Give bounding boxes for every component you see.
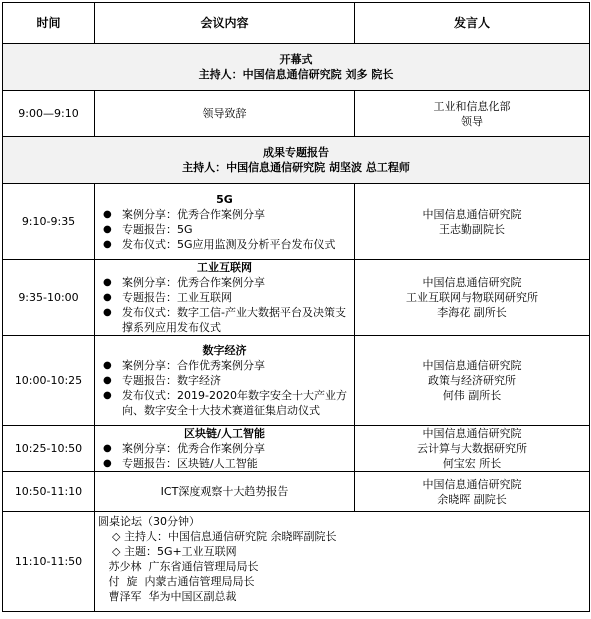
speaker-line: 云计算与大数据研究所 [417,442,527,455]
speaker-line: 工业互联网与物联网研究所 [406,291,538,304]
list-item [98,275,351,290]
time-cell: 10:00-10:25 [3,336,95,426]
forum-cell [95,512,590,612]
list-item [98,388,351,418]
list-item [98,290,351,305]
speaker-line: 中国信息通信研究院 [422,207,522,221]
speaker-cell [355,426,590,472]
bullet-icon: ● [103,375,112,386]
bullet-icon: ● [103,238,112,250]
speaker-cell [355,91,590,137]
item-text: 案例分享：优秀合作案例分享 [122,276,265,289]
forum-guest: 曹泽军 华为中国区副总裁 [98,590,237,603]
header-speaker: 发言人 [355,3,590,44]
speaker-line: 中国信息通信研究院 [422,359,522,372]
item-list [98,207,351,252]
item-list [98,441,351,471]
bullet-icon: ● [103,277,112,288]
speaker-line: 王志勤副院长 [439,222,505,236]
table-row [3,426,590,472]
item-text: 专题报告：工业互联网 [122,291,232,304]
item-text: 发布仪式：数字工信-产业大数据平台及决策支撑系列应用发布仪式 [122,306,346,334]
speaker-cell [355,472,590,512]
list-item [98,305,351,335]
content-cell [95,184,355,260]
section-host: 主持人：中国信息通信研究院 刘多 院长 [198,68,394,81]
bullet-icon: ● [103,307,112,318]
content-cell [95,260,355,336]
time-cell: 10:50-11:10 [3,472,95,512]
speaker-cell [355,184,590,260]
time-cell: 9:10-9:35 [3,184,95,260]
list-item [98,207,351,222]
section-results [3,137,590,184]
speaker-line: 工业和信息化部 [433,99,511,113]
forum-title: 圆桌论坛（30分钟） [98,515,200,528]
content-cell [95,336,355,426]
table-row [3,472,590,512]
section-results-cell [3,137,590,184]
topic-title: 数字经济 [202,344,247,357]
bullet-icon: ● [103,292,112,303]
time-cell: 11:10-11:50 [3,512,95,612]
item-list [98,358,351,418]
table-row [3,260,590,336]
item-text: 专题报告：区块链/人工智能 [122,457,258,470]
bullet-icon: ● [103,223,112,235]
bullet-icon: ● [103,360,112,371]
topic-title: 区块链/人工智能 [183,427,266,440]
table-row [3,91,590,137]
header-row [3,3,590,44]
speaker-line: 政策与经济研究所 [428,374,516,387]
bullet-icon: ● [103,458,112,469]
header-time: 时间 [3,3,95,44]
section-opening-cell [3,44,590,91]
section-opening [3,44,590,91]
bullet-icon: ● [103,390,112,401]
item-text: 专题报告：5G [122,222,193,236]
speaker-line: 何伟 副所长 [442,389,502,402]
speaker-line: 余晓晖 副院长 [437,492,507,506]
table-row [3,336,590,426]
forum-guest: 付 旋 内蒙古通信管理局局长 [98,575,255,588]
forum-host: ◇ 主持人：中国信息通信研究院 余晓晖副院长 [98,530,337,543]
bullet-icon: ● [103,208,112,220]
item-text: 案例分享：合作优秀案例分享 [122,359,265,372]
table-row [3,512,590,612]
speaker-cell [355,260,590,336]
speaker-line: 中国信息通信研究院 [422,427,522,440]
speaker-line: 何宝宏 所长 [442,457,502,470]
forum-guest: 苏少林 广东省通信管理局局长 [98,560,259,573]
header-content: 会议内容 [95,3,355,44]
bullet-icon: ● [103,443,112,454]
item-text: 案例分享：优秀合作案例分享 [122,442,265,455]
item-text: 发布仪式：2019-2020年数字安全十大产业方向、数字安全十大技术赛道征集启动仪式 [122,389,347,417]
list-item [98,237,351,252]
item-list [98,275,351,335]
content-cell: ICT深度观察十大趋势报告 [95,472,355,512]
list-item [98,373,351,388]
section-title: 开幕式 [279,53,313,66]
speaker-line: 中国信息通信研究院 [422,276,522,289]
agenda-table [2,2,590,612]
section-title: 成果专题报告 [263,146,329,159]
list-item [98,222,351,237]
speaker-line: 中国信息通信研究院 [422,477,522,491]
content-cell: 领导致辞 [95,91,355,137]
topic-title: 5G [216,192,233,206]
list-item [98,358,351,373]
forum-topic: ◇ 主题：5G+工业互联网 [98,545,237,558]
item-text: 发布仪式：5G应用监测及分析平台发布仪式 [122,237,336,251]
speaker-line: 领导 [461,114,483,128]
time-cell: 9:35-10:00 [3,260,95,336]
list-item [98,441,351,456]
speaker-cell [355,336,590,426]
topic-title: 工业互联网 [197,261,252,274]
item-text: 专题报告：数字经济 [122,374,221,387]
time-cell: 9:00—9:10 [3,91,95,137]
content-cell [95,426,355,472]
time-cell: 10:25-10:50 [3,426,95,472]
table-row [3,184,590,260]
list-item [98,456,351,471]
section-host: 主持人：中国信息通信研究院 胡坚波 总工程师 [182,161,410,174]
speaker-line: 李海花 副所长 [437,306,507,319]
item-text: 案例分享：优秀合作案例分享 [122,207,265,221]
